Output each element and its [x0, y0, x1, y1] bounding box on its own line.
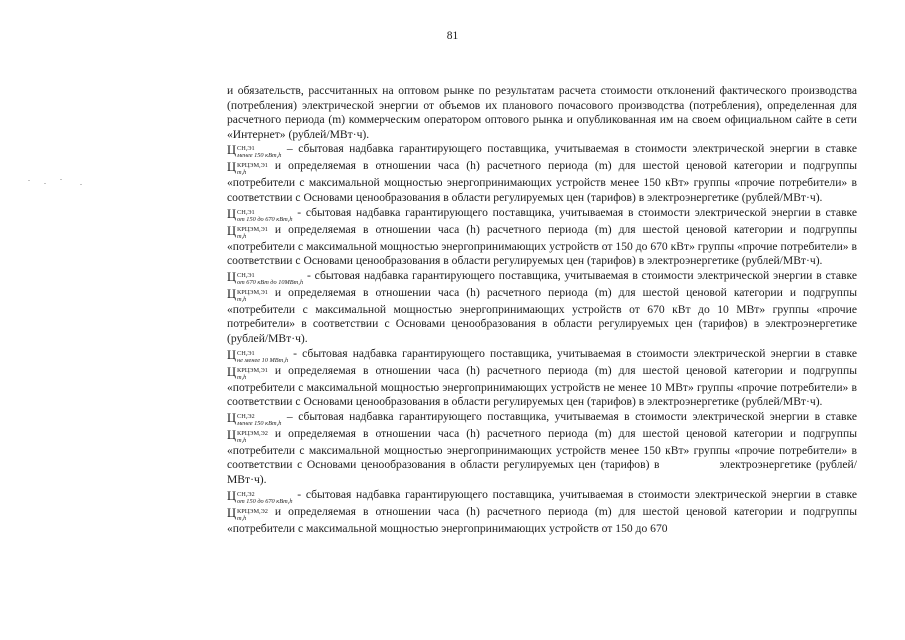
formula-symbol: Ц СН,Э2 менее 150 кВт,h	[227, 410, 282, 427]
scan-speck	[28, 180, 30, 181]
scan-speck	[80, 184, 82, 185]
entry-paragraph: Ц СН,Э1 от 670 кВт до 10МВт,h - сбытовая надбавка гарантирующего поставщика, учитываемая в стоимости электрической энергии в ставке Ц КРЦЭМ,Э1 m,h и определяемая в отношении часа (h) расчетного периода (m) для шестой ценовой категории и подгруппы «потребители с максимальной мощностью энергопринимающих устройств от 670 кВт до 10 МВт» группы «прочие потребители» в соответствии с Основами ценообразования в области регулируемых цен (тарифов) в электроэнергетике (рублей/МВт·ч).	[227, 268, 857, 345]
entry-paragraph: Ц СН,Э1 от 150 до 670 кВт,h - сбытовая надбавка гарантирующего поставщика, учитываемая в стоимости электрической энергии в ставке Ц КРЦЭМ,Э1 m,h и определяемая в отношении часа (h) расчетного периода (m) для шестой ценовой категории и подгруппы «потребители с максимальной мощностью энергопринимающих устройств от 150 до 670 кВт» группы «прочие потребители» в соответствии с Основами ценообразования в области регулируемых цен (тарифов) в электроэнергетике (рублей/МВт·ч).	[227, 205, 857, 268]
entry-paragraph: Ц СН,Э2 от 150 до 670 кВт,h - сбытовая надбавка гарантирующего поставщика, учитываемая в стоимости электрической энергии в ставке Ц КРЦЭМ,Э2 m,h и определяемая в отношении часа (h) расчетного периода (m) для шестой ценовой категории и подгруппы «потребители с максимальной мощностью энергопринимающих устройств от 150 до 670	[227, 487, 857, 535]
entry-paragraph: Ц СН,Э1 не менее 10 МВт,h - сбытовая надбавка гарантирующего поставщика, учитываемая в стоимости электрической энергии в ставке Ц КРЦЭМ,Э1 m,h и определяемая в отношении часа (h) расчетного периода (m) для шестой ценовой категории и подгруппы «потребители с максимальной мощностью энергопринимающих устройств не менее 10 МВт» группы «прочие потребители» в соответствии с Основами ценообразования в области регулируемых цен (тарифов) в электроэнергетике (рублей/МВт·ч).	[227, 346, 857, 409]
formula-symbol: Ц СН,Э1 от 670 кВт до 10МВт,h	[227, 269, 304, 286]
formula-symbol: Ц КРЦЭМ,Э2 m,h	[227, 505, 268, 522]
formula-symbol: Ц СН,Э1 менее 150 кВт,h	[227, 143, 282, 160]
formula-symbol: Ц КРЦЭМ,Э1 m,h	[227, 286, 268, 303]
document-body	[227, 84, 857, 536]
formula-symbol: Ц КРЦЭМ,Э1 m,h	[227, 364, 268, 381]
entry-paragraph: Ц СН,Э1 менее 150 кВт,h – сбытовая надбавка гарантирующего поставщика, учитываемая в стоимости электрической энергии в ставке Ц КРЦЭМ,Э1 m,h и определяемая в отношении часа (h) расчетного периода (m) для шестой ценовой категории и подгруппы «потребители с максимальной мощностью энергопринимающих устройств менее 150 кВт» группы «прочие потребители» в соответствии с Основами ценообразования в области регулируемых цен (тарифов) в электроэнергетике (рублей/МВт·ч).	[227, 142, 857, 204]
intro-paragraph: и обязательств, рассчитанных на оптовом рынке по результатам расчета стоимости отклонений фактического производства (потребления) электрической энергии от объемов их планового почасового производства (потребления), определенная для расчетного периода (m) коммерческим оператором оптового рынка и опубликованная им на своем официальном сайте в сети «Интернет» (рублей/МВт·ч).	[227, 84, 857, 141]
formula-symbol: Ц СН,Э1 от 150 до 670 кВт,h	[227, 206, 293, 223]
formula-symbol: Ц КРЦЭМ,Э2 m,h	[227, 427, 268, 444]
formula-symbol: Ц СН,Э2 от 150 до 670 кВт,h	[227, 488, 293, 505]
page-number: 81	[446, 30, 459, 42]
entry-paragraph: Ц СН,Э2 менее 150 кВт,h – сбытовая надбавка гарантирующего поставщика, учитываемая в стоимости электрической энергии в ставке Ц КРЦЭМ,Э2 m,h и определяемая в отношении часа (h) расчетного периода (m) для шестой ценовой категории и подгруппы «потребители с максимальной мощностью энергопринимающих устройств менее 150 кВт» группы «прочие потребители» в соответствии с Основами ценообразования в области регулируемых цен (тарифов) в электроэнергетике (рублей/МВт·ч).	[227, 409, 857, 486]
scan-speck	[44, 183, 46, 184]
formula-symbol: Ц КРЦЭМ,Э1 m,h	[227, 160, 268, 177]
formula-symbol: Ц КРЦЭМ,Э1 m,h	[227, 223, 268, 240]
formula-symbol: Ц СН,Э1 не менее 10 МВт,h	[227, 347, 289, 364]
scan-speck	[60, 179, 62, 180]
